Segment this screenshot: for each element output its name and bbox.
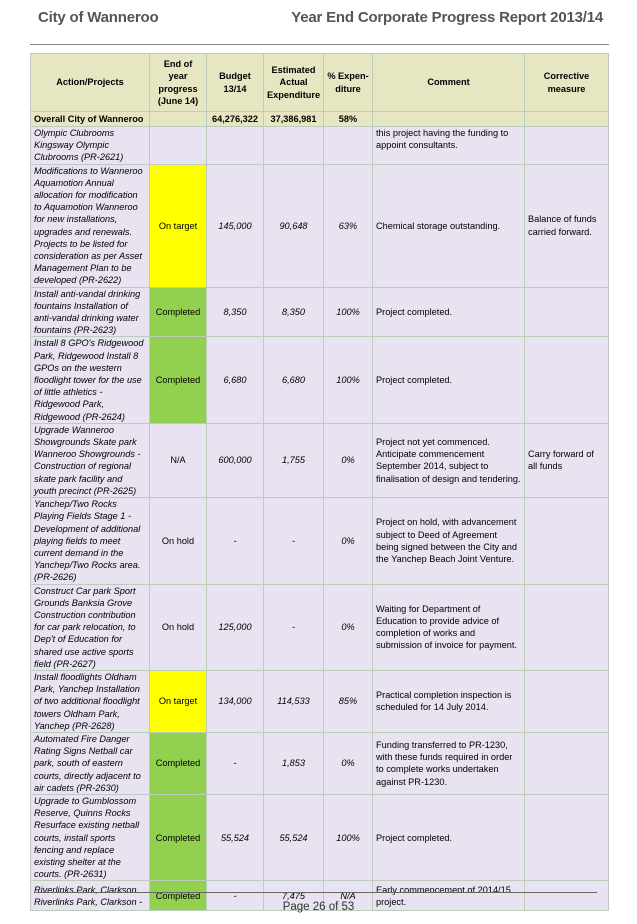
comment-cell: Funding transferred to PR-1230, with these funds required in order to complete works undertaken against PR-1230.	[373, 732, 525, 794]
comment-cell: Project on hold, with advancement subject to Deed of Agreement being signed between the City and the Yanchep Beach Joint Venture.	[373, 498, 525, 584]
budget-cell: -	[207, 881, 264, 911]
table-row	[31, 794, 609, 880]
progress-cell: Completed	[150, 881, 207, 911]
budget-cell: -	[207, 732, 264, 794]
corrective-cell	[525, 670, 609, 732]
comment-cell: Chemical storage outstanding.	[373, 164, 525, 287]
project-cell: Yanchep/Two Rocks Playing Fields Stage 1 - Development of additional playing fields to meet current demand in the Yanchep/Two Rocks area. (PR-2626)	[31, 498, 150, 584]
estimated-cell: -	[264, 584, 324, 670]
pct-cell	[324, 127, 373, 165]
comment-cell: Project completed.	[373, 794, 525, 880]
estimated-cell: 7,475	[264, 881, 324, 911]
project-cell: Install 8 GPO's Ridgewood Park, Ridgewood Install 8 GPOs on the western floodlight tower for the use of little athletics - Ridgewood Park, Ridgewood (PR-2624)	[31, 337, 150, 423]
table-row	[31, 164, 609, 287]
project-cell: Olympic Clubrooms Kingsway Olympic Clubrooms (PR-2621)	[31, 127, 150, 165]
corrective-cell: Carry forward of all funds	[525, 423, 609, 497]
project-cell: Upgrade to Gumblossom Reserve, Quinns Rocks Resurface existing netball courts, install sports fencing and replace existing shelter at the courts. (PR-2631)	[31, 794, 150, 880]
project-cell: Construct Car park Sport Grounds Banksia Grove Construction contribution for car park relocation, to Dep't of Education for shared use active sports field (PR-2627)	[31, 584, 150, 670]
pct-cell: 100%	[324, 794, 373, 880]
page-number: Page 26 of 53	[282, 901, 355, 913]
table-row	[31, 337, 609, 423]
project-cell: Automated Fire Danger Rating Signs Netball car park, south of eastern courts, directly adjacent to air cadets (PR-2630)	[31, 732, 150, 794]
comment-cell: Waiting for Department of Education to provide advice of completion of works and submission of invoice for payment.	[373, 584, 525, 670]
pct-cell: 0%	[324, 584, 373, 670]
progress-cell: On hold	[150, 584, 207, 670]
project-cell: Upgrade Wanneroo Showgrounds Skate park Wanneroo Showgrounds - Construction of regional skate park facility and youth precinct (PR-2625)	[31, 423, 150, 497]
table-row	[31, 287, 609, 337]
org-name: City of Wanneroo	[38, 9, 159, 26]
pct-cell: 63%	[324, 164, 373, 287]
progress-cell: On target	[150, 164, 207, 287]
estimated-cell: 6,680	[264, 337, 324, 423]
corrective-cell	[525, 498, 609, 584]
project-cell: Modifications to Wanneroo Aquamotion Annual allocation for modification to Aquamotion Wanneroo for new installations, upgrades and renewals. Projects to be listed for consideration as per Asset Management Plan to be developed (PR-2622)	[31, 164, 150, 287]
budget-cell	[207, 127, 264, 165]
estimated-cell: 114,533	[264, 670, 324, 732]
corrective-cell	[525, 287, 609, 337]
progress-cell: N/A	[150, 423, 207, 497]
table-row	[31, 498, 609, 584]
col-header-corrective: Corrective measure	[525, 54, 609, 112]
corrective-cell	[525, 337, 609, 423]
col-header-estimated: Estimated Actual Expenditure	[264, 54, 324, 112]
overall-estimated: 37,386,981	[264, 112, 324, 127]
progress-table	[30, 53, 609, 911]
comment-cell: Project not yet commenced. Anticipate commencement September 2014, subject to finalisation of design and tendering.	[373, 423, 525, 497]
corrective-cell	[525, 584, 609, 670]
progress-cell: On target	[150, 670, 207, 732]
pct-cell: 100%	[324, 287, 373, 337]
budget-cell: 134,000	[207, 670, 264, 732]
pct-cell: 0%	[324, 498, 373, 584]
corrective-cell	[525, 127, 609, 165]
project-cell: Riverlinks Park, Clarkson Riverlinks Park, Clarkson -	[31, 881, 150, 911]
progress-cell: Completed	[150, 794, 207, 880]
budget-cell: 55,524	[207, 794, 264, 880]
estimated-cell: 1,755	[264, 423, 324, 497]
pct-cell: 85%	[324, 670, 373, 732]
table-row	[31, 732, 609, 794]
report-title: Year End Corporate Progress Report 2013/14	[291, 9, 603, 26]
table-row	[31, 423, 609, 497]
overall-pct: 58%	[324, 112, 373, 127]
estimated-cell: -	[264, 498, 324, 584]
comment-cell: this project having the funding to appoint consultants.	[373, 127, 525, 165]
budget-cell: 8,350	[207, 287, 264, 337]
progress-cell: Completed	[150, 337, 207, 423]
pct-cell: 0%	[324, 423, 373, 497]
estimated-cell	[264, 127, 324, 165]
estimated-cell: 8,350	[264, 287, 324, 337]
estimated-cell: 1,853	[264, 732, 324, 794]
comment-cell: Project completed.	[373, 337, 525, 423]
progress-cell: Completed	[150, 287, 207, 337]
progress-cell: Completed	[150, 732, 207, 794]
project-cell: Install anti-vandal drinking fountains Installation of anti-vandal drinking water fountains (PR-2623)	[31, 287, 150, 337]
footer-divider	[36, 892, 597, 893]
col-header-budget: Budget 13/14	[207, 54, 264, 112]
table-row	[31, 670, 609, 732]
comment-cell: Practical completion inspection is scheduled for 14 July 2014.	[373, 670, 525, 732]
budget-cell: 125,000	[207, 584, 264, 670]
progress-cell: On hold	[150, 498, 207, 584]
project-cell: Install floodlights Oldham Park, Yanchep Installation of two additional floodlight towers Oldham Park, Yanchep (PR-2628)	[31, 670, 150, 732]
page-header	[0, 0, 637, 50]
overall-budget: 64,276,322	[207, 112, 264, 127]
progress-cell	[150, 127, 207, 165]
col-header-action: Action/Projects	[31, 54, 150, 112]
col-header-pct: % Expen-diture	[324, 54, 373, 112]
overall-row	[31, 112, 609, 127]
col-header-comment: Comment	[373, 54, 525, 112]
budget-cell: 600,000	[207, 423, 264, 497]
budget-cell: -	[207, 498, 264, 584]
budget-cell: 145,000	[207, 164, 264, 287]
table-row	[31, 584, 609, 670]
pct-cell: N/A	[324, 881, 373, 911]
corrective-cell	[525, 794, 609, 880]
corrective-cell: Balance of funds carried forward.	[525, 164, 609, 287]
comment-cell: Early commencement of 2014/15 project.	[373, 881, 525, 911]
col-header-progress: End of year progress (June 14)	[150, 54, 207, 112]
estimated-cell: 55,524	[264, 794, 324, 880]
pct-cell: 0%	[324, 732, 373, 794]
budget-cell: 6,680	[207, 337, 264, 423]
pct-cell: 100%	[324, 337, 373, 423]
corrective-cell	[525, 732, 609, 794]
header-divider	[30, 44, 609, 45]
estimated-cell: 90,648	[264, 164, 324, 287]
comment-cell: Project completed.	[373, 287, 525, 337]
overall-label: Overall City of Wanneroo	[31, 112, 150, 127]
table-row	[31, 127, 609, 165]
